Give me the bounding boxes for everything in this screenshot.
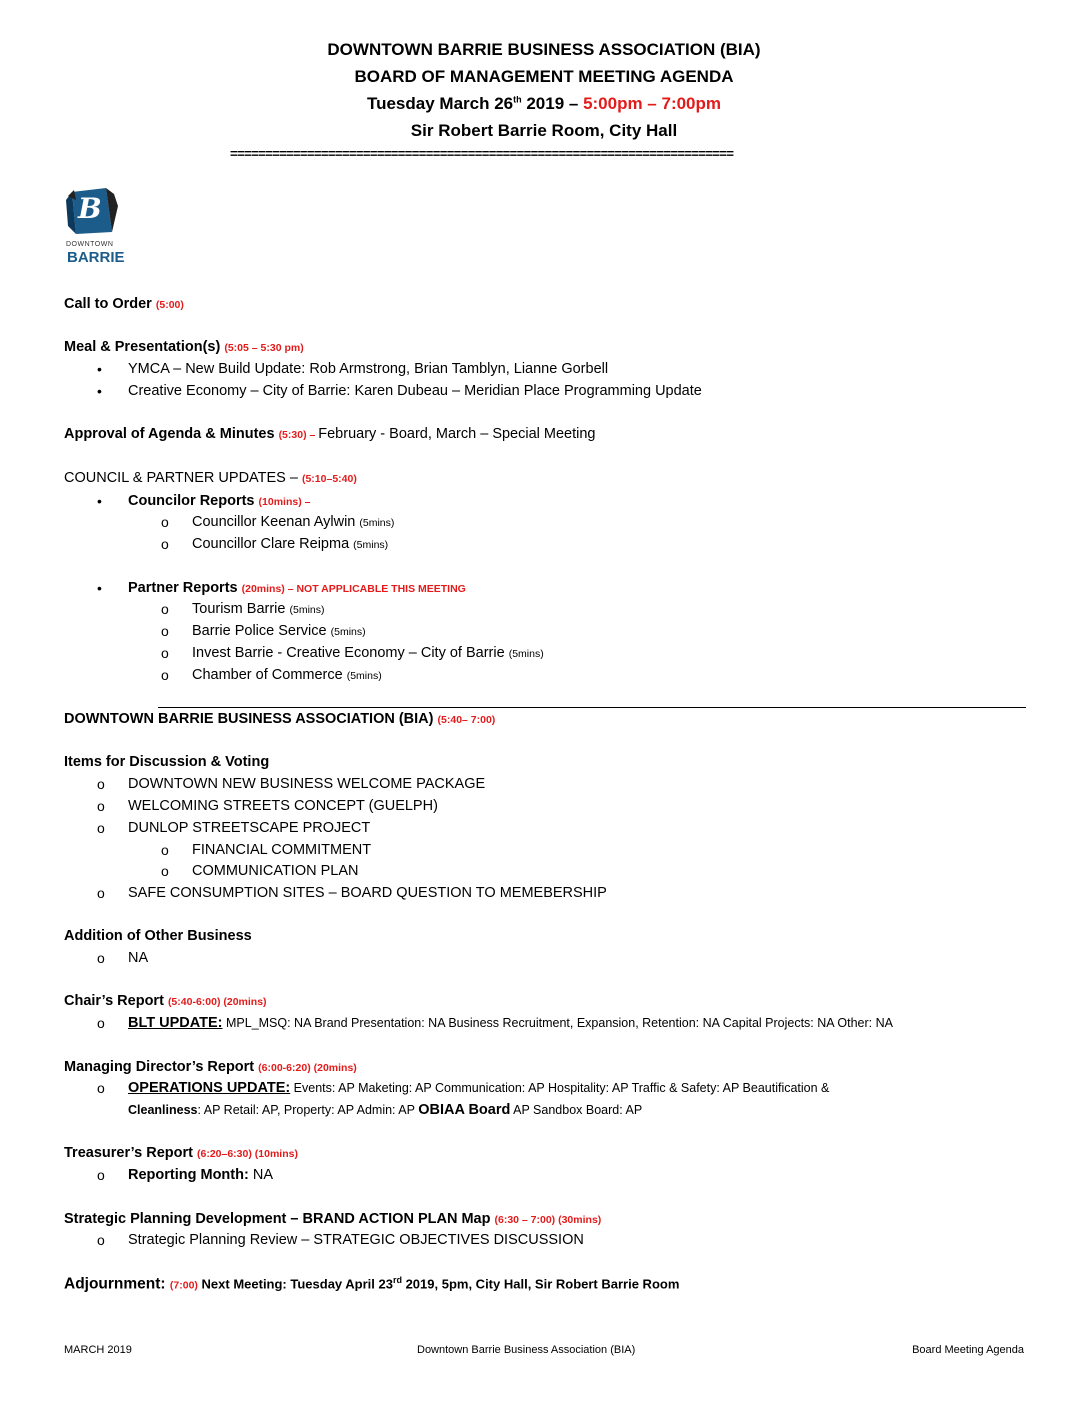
partner-name: Tourism Barrie: [192, 601, 290, 617]
call-to-order: [64, 296, 184, 312]
date-year: 2019 –: [521, 94, 584, 113]
logo-word-downtown: DOWNTOWN: [66, 241, 114, 248]
other-business-heading: Addition of Other Business: [64, 928, 252, 944]
strategic-item: Strategic Planning Review – STRATEGIC OBJECTIVES DISCUSSION: [128, 1232, 584, 1248]
councillor-name: Councillor Clare Reipma: [192, 536, 354, 552]
footer-right: Board Meeting Agenda: [912, 1344, 1024, 1356]
partner-name: Invest Barrie - Creative Economy – City of Barrie: [192, 645, 509, 661]
bullet-icon: •: [97, 493, 102, 509]
date-sup: th: [513, 94, 522, 105]
bullet-icon: •: [97, 383, 102, 399]
chair-heading: [64, 993, 267, 1009]
chair-time: (5:40-6:00) (20mins): [167, 996, 267, 1008]
footer-left: MARCH 2019: [64, 1344, 132, 1356]
treasurer-heading: [64, 1145, 298, 1161]
partner-item: [192, 667, 382, 683]
approval-time: (5:30) –: [278, 429, 319, 441]
partner-item: [192, 623, 366, 639]
adjournment-line: [64, 1275, 679, 1293]
partner-duration: (5mins): [289, 604, 325, 616]
councillor-name: Councillor Keenan Aylwin: [192, 514, 360, 530]
meal-time: (5:05 – 5:30 pm): [224, 342, 304, 354]
partner-item: [192, 645, 544, 661]
councillor-item: [192, 514, 394, 530]
council-heading: [64, 470, 357, 486]
discussion-heading: Items for Discussion & Voting: [64, 754, 270, 770]
councilor-time: (10mins) –: [258, 496, 311, 508]
discussion-item: DOWNTOWN NEW BUSINESS WELCOME PACKAGE: [128, 776, 486, 792]
meal-heading: [64, 339, 304, 355]
councillor-duration: (5mins): [353, 539, 389, 551]
reporting-month-value: NA: [248, 1167, 273, 1183]
next-meeting-text: Next Meeting: Tuesday April 23: [197, 1276, 393, 1292]
section-divider: [158, 707, 1026, 708]
partner-label: Partner Reports: [128, 580, 242, 596]
md-heading: [64, 1059, 357, 1075]
circle-bullet-icon: o: [161, 863, 169, 879]
discussion-item: DUNLOP STREETSCAPE PROJECT: [128, 820, 371, 836]
discussion-subitem: COMMUNICATION PLAN: [192, 863, 359, 879]
partner-duration: (5mins): [508, 648, 544, 660]
header-line-2: BOARD OF MANAGEMENT MEETING AGENDA: [354, 67, 734, 86]
call-to-order-title: Call to Order: [64, 296, 156, 312]
logo-word-barrie: BARRIE: [67, 249, 125, 266]
circle-bullet-icon: o: [97, 1167, 105, 1183]
meal-item: YMCA – New Build Update: Rob Armstrong, Brian Tamblyn, Lianne Gorbell: [128, 361, 609, 377]
circle-bullet-icon: o: [161, 536, 169, 552]
circle-bullet-icon: o: [97, 1232, 105, 1248]
strategic-time: (6:30 – 7:00) (30mins): [494, 1214, 602, 1226]
next-meeting-details: 2019, 5pm, City Hall, Sir Robert Barrie Room: [401, 1276, 680, 1292]
partner-duration: (5mins): [346, 670, 382, 682]
approval-text: February - Board, March – Special Meeting: [318, 426, 596, 442]
reporting-month-label: Reporting Month:: [128, 1167, 249, 1183]
blt-update-label: BLT UPDATE:: [128, 1015, 223, 1031]
treasurer-time: (6:20–6:30) (10mins): [196, 1148, 298, 1160]
md-item-line-2: [128, 1102, 642, 1118]
meeting-time: 5:00pm – 7:00pm: [583, 94, 722, 113]
partner-name: Barrie Police Service: [192, 623, 331, 639]
circle-bullet-icon: o: [97, 1080, 105, 1096]
md-obiaa: OBIAA Board: [418, 1102, 511, 1118]
chair-item: [128, 1015, 893, 1031]
md-cleanliness: Cleanliness: [128, 1103, 198, 1117]
md-text-1: Events: AP Maketing: AP Communication: AP Hospitality: AP Traffic & Safety: AP Beautification &: [290, 1081, 830, 1095]
md-time: (6:00-6:20) (20mins): [258, 1062, 357, 1074]
partner-duration: (5mins): [330, 626, 366, 638]
md-text-2b: : AP Retail: AP, Property: AP Admin: [197, 1103, 393, 1117]
md-title: Managing Director’s Report: [64, 1059, 259, 1075]
circle-bullet-icon: o: [161, 667, 169, 683]
chair-text: MPL_MSQ: NA Brand Presentation: NA Business Recruitment, Expansion, Retention: NA Capital Projects: NA Other: NA: [222, 1016, 893, 1030]
header-location: Sir Robert Barrie Room, City Hall: [410, 121, 678, 140]
meal-item: Creative Economy – City of Barrie: Karen Dubeau – Meridian Place Programming Update: [128, 383, 702, 399]
discussion-item: WELCOMING STREETS CONCEPT (GUELPH): [128, 798, 438, 814]
other-business-item: NA: [128, 950, 149, 966]
councillor-item: [192, 536, 388, 552]
adjournment-time: (7:00): [169, 1279, 198, 1292]
circle-bullet-icon: o: [97, 798, 105, 814]
circle-bullet-icon: o: [97, 820, 105, 836]
circle-bullet-icon: o: [161, 623, 169, 639]
md-text-2e: AP Sandbox Board: AP: [510, 1103, 643, 1117]
discussion-item: SAFE CONSUMPTION SITES – BOARD QUESTION TO MEMEBERSHIP: [128, 885, 607, 901]
circle-bullet-icon: o: [97, 776, 105, 792]
strategic-title: Strategic Planning Development – BRAND ACTION PLAN Map: [64, 1211, 495, 1227]
md-item-line-1: [128, 1080, 829, 1096]
circle-bullet-icon: o: [161, 514, 169, 530]
operations-update-label: OPERATIONS UPDATE:: [128, 1080, 291, 1096]
circle-bullet-icon: o: [161, 601, 169, 617]
strategic-heading: [64, 1211, 601, 1227]
call-to-order-time: (5:00): [155, 299, 184, 311]
meal-title: Meal & Presentation(s): [64, 339, 225, 355]
chair-title: Chair’s Report: [64, 993, 168, 1009]
partner-reports: [128, 580, 466, 596]
councilor-reports: [128, 493, 310, 509]
circle-bullet-icon: o: [161, 645, 169, 661]
logo-letter: B: [78, 192, 102, 225]
partner-name: Chamber of Commerce: [192, 667, 347, 683]
approval-title: Approval of Agenda & Minutes: [64, 426, 279, 442]
header-line-1: DOWNTOWN BARRIE BUSINESS ASSOCIATION (BIA): [327, 40, 761, 59]
council-title: COUNCIL & PARTNER UPDATES –: [64, 470, 302, 486]
dbba-time: (5:40– 7:00): [437, 714, 496, 726]
dbba-heading: [64, 711, 495, 727]
partner-time: (20mins) – NOT APPLICABLE THIS MEETING: [241, 583, 466, 595]
partner-item: [192, 601, 325, 617]
next-meeting-sup: rd: [392, 1275, 402, 1285]
circle-bullet-icon: o: [161, 842, 169, 858]
bullet-icon: •: [97, 361, 102, 377]
header-rule: ========================================================================: [230, 146, 734, 161]
circle-bullet-icon: o: [97, 950, 105, 966]
md-text-2c: : AP: [392, 1103, 419, 1117]
council-time: (5:10–5:40): [301, 473, 357, 485]
treasurer-title: Treasurer’s Report: [64, 1145, 197, 1161]
councilor-label: Councilor Reports: [128, 493, 259, 509]
footer-center: Downtown Barrie Business Association (BIA): [417, 1344, 636, 1356]
circle-bullet-icon: o: [97, 1015, 105, 1031]
header-date: [0, 94, 1088, 114]
discussion-subitem: FINANCIAL COMMITMENT: [192, 842, 372, 858]
approval-line: [64, 426, 596, 442]
downtown-barrie-logo: [62, 186, 125, 272]
treasurer-item: [128, 1167, 273, 1183]
dbba-title: DOWNTOWN BARRIE BUSINESS ASSOCIATION (BIA): [64, 711, 438, 727]
bullet-icon: •: [97, 580, 102, 596]
adjournment-title: Adjournment:: [64, 1275, 170, 1293]
circle-bullet-icon: o: [97, 885, 105, 901]
councillor-duration: (5mins): [359, 517, 395, 529]
date-text: Tuesday March 26: [366, 94, 514, 113]
